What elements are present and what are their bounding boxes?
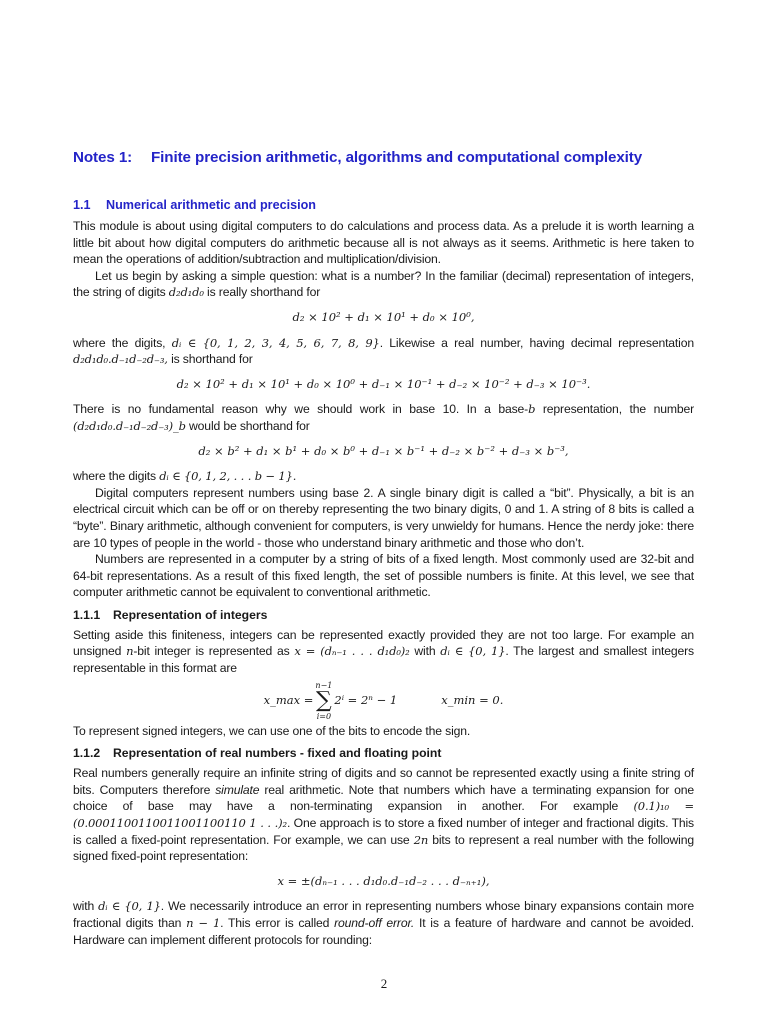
text-span: is really shorthand for xyxy=(207,285,321,300)
text-span: bits to represent a real number with the following signed fixed-point representation: xyxy=(73,832,694,864)
section-heading xyxy=(73,197,694,213)
text-span: with xyxy=(414,644,436,659)
math-inline: (0.1)₁₀ = (0.0001100110011001100110 1 . . .)₂ xyxy=(73,799,694,831)
text-span: One approach is to store a fixed number of integer and fractional digits. This is called a fixed-point representation. For example, we can use xyxy=(73,816,694,847)
math-inline: x_min = 0. xyxy=(441,693,504,708)
paragraph-number-question xyxy=(73,268,694,301)
math-inline: dᵢ ∈ {0, 1, 2, . . . b − 1}. xyxy=(159,469,297,484)
emphasis: simulate xyxy=(215,782,260,797)
text-span: . Likewise a real number, having decimal representation xyxy=(379,335,694,350)
text-span: Numbers are represented in a computer by a string of bits of a fixed length. Most commonly used are 32-bit and 64-bit representations. As a result of this fixed length, the set of possible numbers is finite. At this level, we see that computer arithmetic cannot be equivalent to conventional arithmetic. xyxy=(73,552,694,600)
paragraph-base-b xyxy=(73,401,694,434)
chapter-title: Finite precision arithmetic, algorithms and computational complexity xyxy=(151,149,643,166)
math-inline: 2ⁱ = 2ⁿ − 1 xyxy=(334,693,398,708)
math-inline: (d₂d₁d₀.d₋₁d₋₂d₋₃)_b xyxy=(73,418,186,433)
paragraph-binary xyxy=(73,485,694,551)
math-inline: n xyxy=(126,644,134,659)
chapter-heading xyxy=(73,148,694,168)
text-span: where the digits, xyxy=(73,335,166,350)
emphasis: round-off error. xyxy=(334,916,415,930)
text-span: Setting aside this finiteness, integers can be represented exactly provided they are not too large. For example an unsigned xyxy=(73,627,694,659)
sigma-glyph: ∑ xyxy=(316,687,332,713)
math-inline: n − 1 xyxy=(186,916,221,930)
subsection-title: Representation of integers xyxy=(113,607,268,622)
text-span: where the digits xyxy=(73,469,156,484)
page-content xyxy=(73,148,694,948)
math-inline: x_max = xyxy=(263,693,314,708)
subsection-heading-reals xyxy=(73,745,694,761)
paragraph-roundoff xyxy=(73,898,694,948)
text-span: . The largest and smallest integers representable in this format are xyxy=(73,644,694,676)
paragraph-reals xyxy=(73,765,694,865)
text-span: Real numbers generally require an infinite string of digits and so cannot be represented exactly using a finite string of bits. Computers therefore xyxy=(73,766,694,797)
chapter-number: Notes 1: xyxy=(73,149,133,166)
text-span: with xyxy=(73,899,95,914)
math-inline: d₂d₁d₀ xyxy=(168,285,204,300)
math-inline: 2n xyxy=(413,832,429,847)
sum-upper-limit: n−1 xyxy=(315,680,333,690)
math-inline: dᵢ ∈ {0, 1, 2, 3, 4, 5, 6, 7, 8, 9} xyxy=(171,335,380,350)
paragraph-intro xyxy=(73,218,694,268)
subsection-number: 1.1.1 xyxy=(73,607,101,622)
page-number: 2 xyxy=(380,976,388,991)
text-span: is shorthand for xyxy=(171,352,253,367)
math-inline: b xyxy=(528,402,536,417)
math-inline: dᵢ ∈ {0, 1} xyxy=(440,644,506,659)
equation-integer-range xyxy=(73,681,694,721)
paragraph-integers xyxy=(73,627,694,677)
math-inline: x = (dₙ₋₁ . . . d₁d₀)₂ xyxy=(294,644,410,659)
text-span: There is no fundamental reason why we should work in base 10. In a base- xyxy=(73,402,529,417)
text-span: . This error is called xyxy=(220,916,330,930)
equation-fixed-point: x = ±(dₙ₋₁ . . . d₁d₀.d₋₁d₋₂ . . . d₋ₙ₊₁), xyxy=(277,873,490,888)
sum-lower-limit: i=0 xyxy=(316,711,332,721)
subsection-number: 1.1.2 xyxy=(73,746,101,761)
text-span: . We necessarily introduce an error in representing numbers whose binary expansions contain more fractional digits than xyxy=(73,899,694,930)
math-inline: dᵢ ∈ {0, 1} xyxy=(98,899,161,914)
text-span: . xyxy=(286,816,291,831)
text-span: -bit integer is represented as xyxy=(133,644,290,659)
text-span: To represent signed integers, we can use one of the bits to encode the sign. xyxy=(73,723,471,738)
text-span: representation, the number xyxy=(542,402,694,417)
paragraph-digits-decimal xyxy=(73,335,694,368)
text-span: Digital computers represent numbers using base 2. A single binary digit is called a “bit”. Physically, a bit is an electrical circuit which can be off or on thereby representing the two binary digits, 0 and 1. A string of 8 bits is called a “byte”. Binary arithmetic, although convenient for computers, is very unwieldy for humans. Hence the nerdy joke: there are 10 types of people in the world - those who understand binary arithmetic and those who don’t. xyxy=(73,485,694,550)
equation-decimal-real: d₂ × 10² + d₁ × 10¹ + d₀ × 10⁰ + d₋₁ × 10⁻¹ + d₋₂ × 10⁻² + d₋₃ × 10⁻³. xyxy=(176,376,591,391)
section-number: 1.1 xyxy=(73,198,91,212)
text-span: real arithmetic. Note that numbers which have a terminating expansion for one choice of base may have a non-terminating expansion in another. For example xyxy=(73,782,694,814)
summation-symbol xyxy=(315,681,332,721)
paragraph-intro-text: This module is about using digital computers to do calculations and process data. As a prelude it is worth learning a little bit about how digital computers do arithmetic because all is not always as it seems. Arithmetic is here taken to mean the operations of addition/subtraction and multiplication/division. xyxy=(73,219,694,267)
paragraph-digits-base-b xyxy=(73,468,694,485)
math-inline: d₂d₁d₀.d₋₁d₋₂d₋₃, xyxy=(73,352,168,367)
text-span: Let us begin by asking a simple question: what is a number? In the familiar (decimal) representation of integers, the string of digits xyxy=(73,268,694,300)
paragraph-fixed-length xyxy=(73,551,694,601)
text-span: would be shorthand for xyxy=(189,418,310,433)
equation-decimal-integer: d₂ × 10² + d₁ × 10¹ + d₀ × 10⁰, xyxy=(292,309,475,324)
text-span: It is a feature of hardware and cannot be avoided. Hardware can implement different protocols for rounding: xyxy=(73,916,694,947)
section-title: Numerical arithmetic and precision xyxy=(106,198,316,212)
subsection-heading-integers xyxy=(73,607,694,623)
sum-expression xyxy=(264,681,504,721)
subsection-title: Representation of real numbers - fixed and floating point xyxy=(113,746,442,761)
equation-base-b: d₂ × b² + d₁ × b¹ + d₀ × b⁰ + d₋₁ × b⁻¹ + d₋₂ × b⁻² + d₋₃ × b⁻³, xyxy=(198,443,569,458)
paragraph-signed xyxy=(73,723,694,740)
